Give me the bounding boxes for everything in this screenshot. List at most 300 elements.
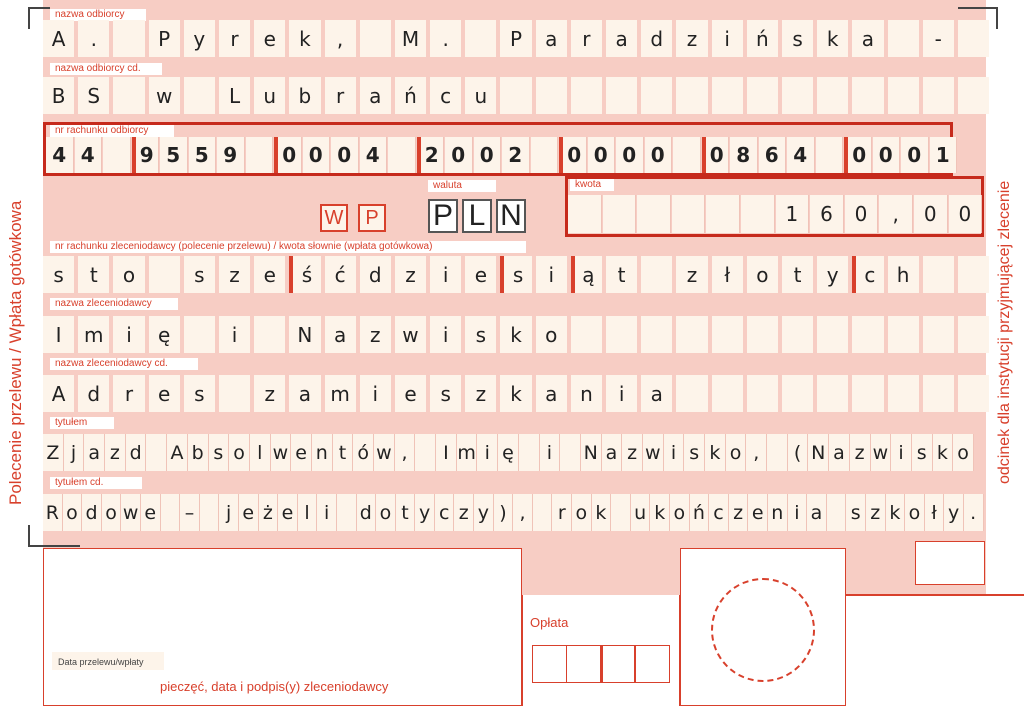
- char-cell[interactable]: L: [219, 77, 250, 114]
- char-cell[interactable]: ,: [513, 494, 533, 531]
- char-cell[interactable]: [747, 316, 778, 353]
- right-bottom-blank: [846, 595, 986, 706]
- char-cell[interactable]: s: [465, 316, 496, 353]
- currency-l[interactable]: L: [462, 199, 492, 233]
- char-cell[interactable]: z: [622, 434, 643, 471]
- char-cell[interactable]: [888, 375, 919, 412]
- char-cell[interactable]: [817, 316, 848, 353]
- currency-p[interactable]: P: [428, 199, 458, 233]
- char-cell[interactable]: ń: [747, 20, 778, 57]
- recipient-cont-label: nazwa odbiorcy cd.: [55, 63, 141, 74]
- char-cell[interactable]: [747, 77, 778, 114]
- char-cell[interactable]: a: [852, 20, 883, 57]
- char-cell[interactable]: o: [747, 256, 778, 293]
- char-cell[interactable]: 0: [303, 137, 331, 173]
- char-cell[interactable]: e: [291, 434, 312, 471]
- char-cell[interactable]: o: [63, 494, 83, 531]
- currency-n[interactable]: N: [496, 199, 526, 233]
- amount-row[interactable]: [568, 195, 983, 233]
- char-cell[interactable]: w: [271, 434, 292, 471]
- date-label: Data przelewu/wpłaty: [52, 652, 164, 670]
- char-cell[interactable]: t: [396, 494, 416, 531]
- char-cell[interactable]: z: [105, 434, 126, 471]
- wp-w-box[interactable]: W: [320, 204, 348, 232]
- char-cell[interactable]: e: [149, 375, 180, 412]
- char-cell[interactable]: I: [436, 434, 457, 471]
- char-cell[interactable]: [888, 316, 919, 353]
- char-cell[interactable]: 4: [787, 137, 815, 173]
- char-cell[interactable]: M: [395, 20, 426, 57]
- char-cell[interactable]: o: [536, 316, 567, 353]
- char-cell[interactable]: 4: [46, 137, 74, 173]
- char-cell[interactable]: n: [312, 434, 333, 471]
- char-cell[interactable]: [827, 494, 847, 531]
- char-cell[interactable]: [465, 20, 496, 57]
- char-cell[interactable]: 0: [914, 195, 948, 233]
- char-cell[interactable]: o: [229, 434, 250, 471]
- char-cell[interactable]: t: [782, 256, 813, 293]
- char-cell[interactable]: c: [709, 494, 729, 531]
- char-cell[interactable]: k: [817, 20, 848, 57]
- char-cell[interactable]: r: [552, 494, 572, 531]
- char-cell[interactable]: w: [871, 434, 892, 471]
- account-number-row[interactable]: [46, 137, 958, 173]
- fee-box-1[interactable]: [532, 645, 567, 683]
- payer-address-row[interactable]: [43, 375, 993, 412]
- char-cell[interactable]: 1: [930, 137, 958, 173]
- char-cell[interactable]: z: [254, 375, 285, 412]
- char-cell[interactable]: w: [374, 434, 395, 471]
- char-cell[interactable]: z: [866, 494, 886, 531]
- char-cell[interactable]: [200, 494, 220, 531]
- char-cell[interactable]: [923, 77, 954, 114]
- char-cell[interactable]: y: [474, 494, 494, 531]
- char-cell[interactable]: [641, 256, 672, 293]
- char-cell[interactable]: [360, 20, 391, 57]
- char-cell[interactable]: i: [540, 434, 561, 471]
- char-cell[interactable]: o: [726, 434, 747, 471]
- char-cell[interactable]: d: [357, 494, 377, 531]
- char-cell[interactable]: [923, 316, 954, 353]
- char-cell[interactable]: k: [886, 494, 906, 531]
- words-label: nr rachunku zleceniodawcy (polecenie przelewu) / kwota słownie (wpłata gotówkowa): [55, 241, 433, 252]
- char-cell[interactable]: u: [465, 77, 496, 114]
- char-cell[interactable]: z: [395, 256, 426, 293]
- char-cell[interactable]: m: [78, 316, 109, 353]
- char-cell[interactable]: [568, 195, 602, 233]
- char-cell[interactable]: y: [415, 494, 435, 531]
- char-cell[interactable]: [852, 375, 883, 412]
- wp-p-box[interactable]: P: [358, 204, 386, 232]
- char-cell[interactable]: (: [788, 434, 809, 471]
- char-cell[interactable]: [184, 316, 215, 353]
- char-cell[interactable]: –: [180, 494, 200, 531]
- char-cell[interactable]: [923, 375, 954, 412]
- char-cell[interactable]: P: [149, 20, 180, 57]
- char-cell[interactable]: [388, 137, 416, 173]
- char-cell[interactable]: r: [219, 20, 250, 57]
- char-cell[interactable]: N: [808, 434, 829, 471]
- char-cell[interactable]: [958, 316, 989, 353]
- char-cell[interactable]: y: [817, 256, 848, 293]
- char-cell[interactable]: d: [126, 434, 147, 471]
- char-cell[interactable]: 0: [445, 137, 473, 173]
- char-cell[interactable]: j: [64, 434, 85, 471]
- char-cell[interactable]: i: [360, 375, 391, 412]
- char-cell[interactable]: o: [905, 494, 925, 531]
- char-cell[interactable]: s: [782, 20, 813, 57]
- char-cell[interactable]: [747, 375, 778, 412]
- char-cell[interactable]: a: [360, 77, 391, 114]
- char-cell[interactable]: z: [729, 494, 749, 531]
- char-cell[interactable]: e: [395, 375, 426, 412]
- char-cell[interactable]: w: [149, 77, 180, 114]
- char-cell[interactable]: i: [788, 494, 808, 531]
- char-cell[interactable]: i: [891, 434, 912, 471]
- char-cell[interactable]: P: [500, 20, 531, 57]
- char-cell[interactable]: [676, 316, 707, 353]
- char-cell[interactable]: s: [912, 434, 933, 471]
- char-cell[interactable]: e: [141, 494, 161, 531]
- char-cell[interactable]: ): [494, 494, 514, 531]
- small-box[interactable]: [915, 541, 985, 585]
- char-cell[interactable]: m: [457, 434, 478, 471]
- char-cell[interactable]: [888, 77, 919, 114]
- char-cell[interactable]: c: [430, 77, 461, 114]
- char-cell[interactable]: z: [465, 375, 496, 412]
- char-cell[interactable]: A: [167, 434, 188, 471]
- char-cell[interactable]: 5: [189, 137, 217, 173]
- recipient-name-row[interactable]: [43, 20, 993, 57]
- char-cell[interactable]: [676, 375, 707, 412]
- char-cell[interactable]: ń: [690, 494, 710, 531]
- char-cell[interactable]: o: [102, 494, 122, 531]
- char-cell[interactable]: i: [317, 494, 337, 531]
- char-cell[interactable]: [161, 494, 181, 531]
- char-cell[interactable]: [672, 195, 706, 233]
- char-cell[interactable]: [888, 20, 919, 57]
- char-cell[interactable]: a: [641, 375, 672, 412]
- char-cell[interactable]: z: [454, 494, 474, 531]
- char-cell[interactable]: a: [606, 20, 637, 57]
- char-cell[interactable]: k: [592, 494, 612, 531]
- char-cell[interactable]: A: [43, 20, 74, 57]
- char-cell[interactable]: n: [768, 494, 788, 531]
- char-cell[interactable]: ,: [395, 434, 416, 471]
- char-cell[interactable]: h: [888, 256, 919, 293]
- char-cell[interactable]: 0: [844, 137, 872, 173]
- char-cell[interactable]: t: [606, 256, 637, 293]
- char-cell[interactable]: i: [430, 316, 461, 353]
- char-cell[interactable]: [254, 316, 285, 353]
- signature-label: pieczęć, data i podpis(y) zleceniodawcy: [160, 679, 389, 694]
- char-cell[interactable]: 0: [559, 137, 587, 173]
- char-cell[interactable]: e: [254, 256, 285, 293]
- char-cell[interactable]: s: [209, 434, 230, 471]
- char-cell[interactable]: -: [923, 20, 954, 57]
- amount-words-row[interactable]: [43, 256, 993, 293]
- char-cell[interactable]: ę: [498, 434, 519, 471]
- char-cell[interactable]: a: [536, 20, 567, 57]
- char-cell[interactable]: e: [254, 20, 285, 57]
- char-cell[interactable]: 1: [776, 195, 810, 233]
- char-cell[interactable]: [606, 316, 637, 353]
- char-cell[interactable]: k: [705, 434, 726, 471]
- char-cell[interactable]: i: [113, 316, 144, 353]
- char-cell[interactable]: ,: [746, 434, 767, 471]
- char-cell[interactable]: z: [219, 256, 250, 293]
- char-cell[interactable]: [817, 375, 848, 412]
- char-cell[interactable]: 0: [616, 137, 644, 173]
- char-cell[interactable]: [782, 77, 813, 114]
- char-cell[interactable]: 9: [132, 137, 160, 173]
- char-cell[interactable]: s: [684, 434, 705, 471]
- char-cell[interactable]: k: [650, 494, 670, 531]
- char-cell[interactable]: ,: [879, 195, 913, 233]
- char-cell[interactable]: r: [571, 20, 602, 57]
- char-cell[interactable]: [337, 494, 357, 531]
- char-cell[interactable]: i: [712, 20, 743, 57]
- char-cell[interactable]: [712, 375, 743, 412]
- char-cell[interactable]: a: [829, 434, 850, 471]
- char-cell[interactable]: [113, 77, 144, 114]
- char-cell[interactable]: [958, 375, 989, 412]
- char-cell[interactable]: e: [465, 256, 496, 293]
- char-cell[interactable]: [103, 137, 131, 173]
- char-cell[interactable]: [149, 256, 180, 293]
- char-cell[interactable]: [712, 77, 743, 114]
- char-cell[interactable]: c: [435, 494, 455, 531]
- char-cell[interactable]: [782, 375, 813, 412]
- char-cell[interactable]: [712, 316, 743, 353]
- side-title-left: Polecenie przelewu / Wpłata gotówkowa: [6, 200, 25, 505]
- char-cell[interactable]: i: [430, 256, 461, 293]
- char-cell[interactable]: S: [78, 77, 109, 114]
- char-cell[interactable]: 0: [845, 195, 879, 233]
- char-cell[interactable]: [184, 77, 215, 114]
- char-cell[interactable]: ł: [712, 256, 743, 293]
- char-cell[interactable]: z: [676, 20, 707, 57]
- char-cell[interactable]: e: [278, 494, 298, 531]
- char-cell[interactable]: 2: [502, 137, 530, 173]
- char-cell[interactable]: 4: [360, 137, 388, 173]
- char-cell[interactable]: a: [807, 494, 827, 531]
- char-cell[interactable]: ś: [289, 256, 320, 293]
- char-cell[interactable]: k: [933, 434, 954, 471]
- char-cell[interactable]: 0: [702, 137, 730, 173]
- char-cell[interactable]: w: [395, 316, 426, 353]
- char-cell[interactable]: 5: [160, 137, 188, 173]
- char-cell[interactable]: d: [360, 256, 391, 293]
- char-cell[interactable]: .: [430, 20, 461, 57]
- char-cell[interactable]: i: [606, 375, 637, 412]
- char-cell[interactable]: [641, 77, 672, 114]
- char-cell[interactable]: k: [500, 375, 531, 412]
- char-cell[interactable]: N: [289, 316, 320, 353]
- char-cell[interactable]: [782, 316, 813, 353]
- char-cell[interactable]: 8: [730, 137, 758, 173]
- char-cell[interactable]: t: [78, 256, 109, 293]
- char-cell[interactable]: [531, 137, 559, 173]
- char-cell[interactable]: [816, 137, 844, 173]
- char-cell[interactable]: d: [78, 375, 109, 412]
- char-cell[interactable]: [958, 256, 989, 293]
- recipient-name-cont-row[interactable]: [43, 77, 993, 114]
- payer-name-row[interactable]: [43, 316, 993, 353]
- char-cell[interactable]: i: [219, 316, 250, 353]
- char-cell[interactable]: ą: [571, 256, 602, 293]
- char-cell[interactable]: [113, 20, 144, 57]
- char-cell[interactable]: s: [430, 375, 461, 412]
- char-cell[interactable]: [852, 316, 883, 353]
- char-cell[interactable]: 0: [873, 137, 901, 173]
- char-cell[interactable]: ń: [395, 77, 426, 114]
- char-cell[interactable]: r: [113, 375, 144, 412]
- char-cell[interactable]: R: [43, 494, 63, 531]
- char-cell[interactable]: 2: [417, 137, 445, 173]
- char-cell[interactable]: [246, 137, 274, 173]
- char-cell[interactable]: k: [500, 316, 531, 353]
- char-cell[interactable]: i: [536, 256, 567, 293]
- char-cell[interactable]: B: [43, 77, 74, 114]
- char-cell[interactable]: s: [184, 256, 215, 293]
- char-cell[interactable]: b: [188, 434, 209, 471]
- char-cell[interactable]: 0: [588, 137, 616, 173]
- char-cell[interactable]: a: [536, 375, 567, 412]
- char-cell[interactable]: [706, 195, 740, 233]
- char-cell[interactable]: [673, 137, 701, 173]
- char-cell[interactable]: ,: [325, 20, 356, 57]
- char-cell[interactable]: s: [43, 256, 74, 293]
- char-cell[interactable]: ł: [925, 494, 945, 531]
- char-cell[interactable]: r: [325, 77, 356, 114]
- char-cell[interactable]: 6: [810, 195, 844, 233]
- char-cell[interactable]: z: [676, 256, 707, 293]
- char-cell[interactable]: l: [250, 434, 271, 471]
- char-cell[interactable]: j: [219, 494, 239, 531]
- char-cell[interactable]: o: [113, 256, 144, 293]
- char-cell[interactable]: [146, 434, 167, 471]
- char-cell[interactable]: [519, 434, 540, 471]
- char-cell[interactable]: a: [602, 434, 623, 471]
- char-cell[interactable]: i: [664, 434, 685, 471]
- char-cell[interactable]: d: [641, 20, 672, 57]
- char-cell[interactable]: a: [84, 434, 105, 471]
- char-cell[interactable]: [767, 434, 788, 471]
- char-cell[interactable]: o: [953, 434, 974, 471]
- char-cell[interactable]: [219, 375, 250, 412]
- char-cell[interactable]: y: [184, 20, 215, 57]
- char-cell[interactable]: [958, 20, 989, 57]
- char-cell[interactable]: t: [333, 434, 354, 471]
- char-cell[interactable]: d: [82, 494, 102, 531]
- char-cell[interactable]: [571, 77, 602, 114]
- char-cell[interactable]: k: [289, 20, 320, 57]
- char-cell[interactable]: [415, 434, 436, 471]
- char-cell[interactable]: n: [571, 375, 602, 412]
- char-cell[interactable]: [852, 77, 883, 114]
- char-cell[interactable]: 0: [949, 195, 983, 233]
- char-cell[interactable]: m: [325, 375, 356, 412]
- payer-cont-label: nazwa zleceniodawcy cd.: [55, 358, 168, 369]
- char-cell[interactable]: w: [643, 434, 664, 471]
- char-cell[interactable]: [611, 494, 631, 531]
- recipient-label: nazwa odbiorcy: [55, 9, 125, 20]
- char-cell[interactable]: A: [43, 375, 74, 412]
- title-cont-row[interactable]: [43, 494, 984, 531]
- char-cell[interactable]: N: [581, 434, 602, 471]
- char-cell[interactable]: 0: [474, 137, 502, 173]
- char-cell[interactable]: a: [289, 375, 320, 412]
- char-cell[interactable]: I: [43, 316, 74, 353]
- char-cell[interactable]: o: [670, 494, 690, 531]
- char-cell[interactable]: s: [846, 494, 866, 531]
- char-cell[interactable]: .: [78, 20, 109, 57]
- char-cell[interactable]: [500, 77, 531, 114]
- char-cell[interactable]: [536, 77, 567, 114]
- char-cell[interactable]: o: [376, 494, 396, 531]
- char-cell[interactable]: [533, 494, 553, 531]
- char-cell[interactable]: 0: [901, 137, 929, 173]
- char-cell[interactable]: e: [239, 494, 259, 531]
- char-cell[interactable]: u: [631, 494, 651, 531]
- char-cell[interactable]: [958, 77, 989, 114]
- char-cell[interactable]: [560, 434, 581, 471]
- char-cell[interactable]: ó: [353, 434, 374, 471]
- char-cell[interactable]: 9: [217, 137, 245, 173]
- char-cell[interactable]: 0: [645, 137, 673, 173]
- char-cell[interactable]: ę: [149, 316, 180, 353]
- char-cell[interactable]: b: [289, 77, 320, 114]
- char-cell[interactable]: ż: [259, 494, 279, 531]
- char-cell[interactable]: s: [184, 375, 215, 412]
- char-cell[interactable]: [741, 195, 775, 233]
- fee-box-2[interactable]: [566, 645, 601, 683]
- char-cell[interactable]: o: [572, 494, 592, 531]
- char-cell[interactable]: i: [477, 434, 498, 471]
- title-row[interactable]: [43, 434, 974, 471]
- char-cell[interactable]: ć: [325, 256, 356, 293]
- right-corner-line: [846, 594, 1024, 596]
- char-cell[interactable]: [817, 77, 848, 114]
- char-cell[interactable]: a: [325, 316, 356, 353]
- fee-box-4[interactable]: [635, 645, 670, 683]
- char-cell[interactable]: l: [298, 494, 318, 531]
- char-cell[interactable]: y: [944, 494, 964, 531]
- char-cell[interactable]: e: [748, 494, 768, 531]
- char-cell[interactable]: z: [360, 316, 391, 353]
- char-cell[interactable]: 0: [331, 137, 359, 173]
- char-cell[interactable]: s: [500, 256, 531, 293]
- char-cell[interactable]: 4: [75, 137, 103, 173]
- char-cell[interactable]: 0: [274, 137, 302, 173]
- char-cell[interactable]: [676, 77, 707, 114]
- char-cell[interactable]: [606, 77, 637, 114]
- char-cell[interactable]: c: [852, 256, 883, 293]
- char-cell[interactable]: Z: [43, 434, 64, 471]
- char-cell[interactable]: [603, 195, 637, 233]
- char-cell[interactable]: z: [850, 434, 871, 471]
- fee-box-3[interactable]: [600, 645, 635, 683]
- char-cell[interactable]: u: [254, 77, 285, 114]
- char-cell[interactable]: [641, 316, 672, 353]
- char-cell[interactable]: [571, 316, 602, 353]
- char-cell[interactable]: w: [121, 494, 141, 531]
- char-cell[interactable]: .: [964, 494, 984, 531]
- char-cell[interactable]: [637, 195, 671, 233]
- char-cell[interactable]: [923, 256, 954, 293]
- char-cell[interactable]: 6: [759, 137, 787, 173]
